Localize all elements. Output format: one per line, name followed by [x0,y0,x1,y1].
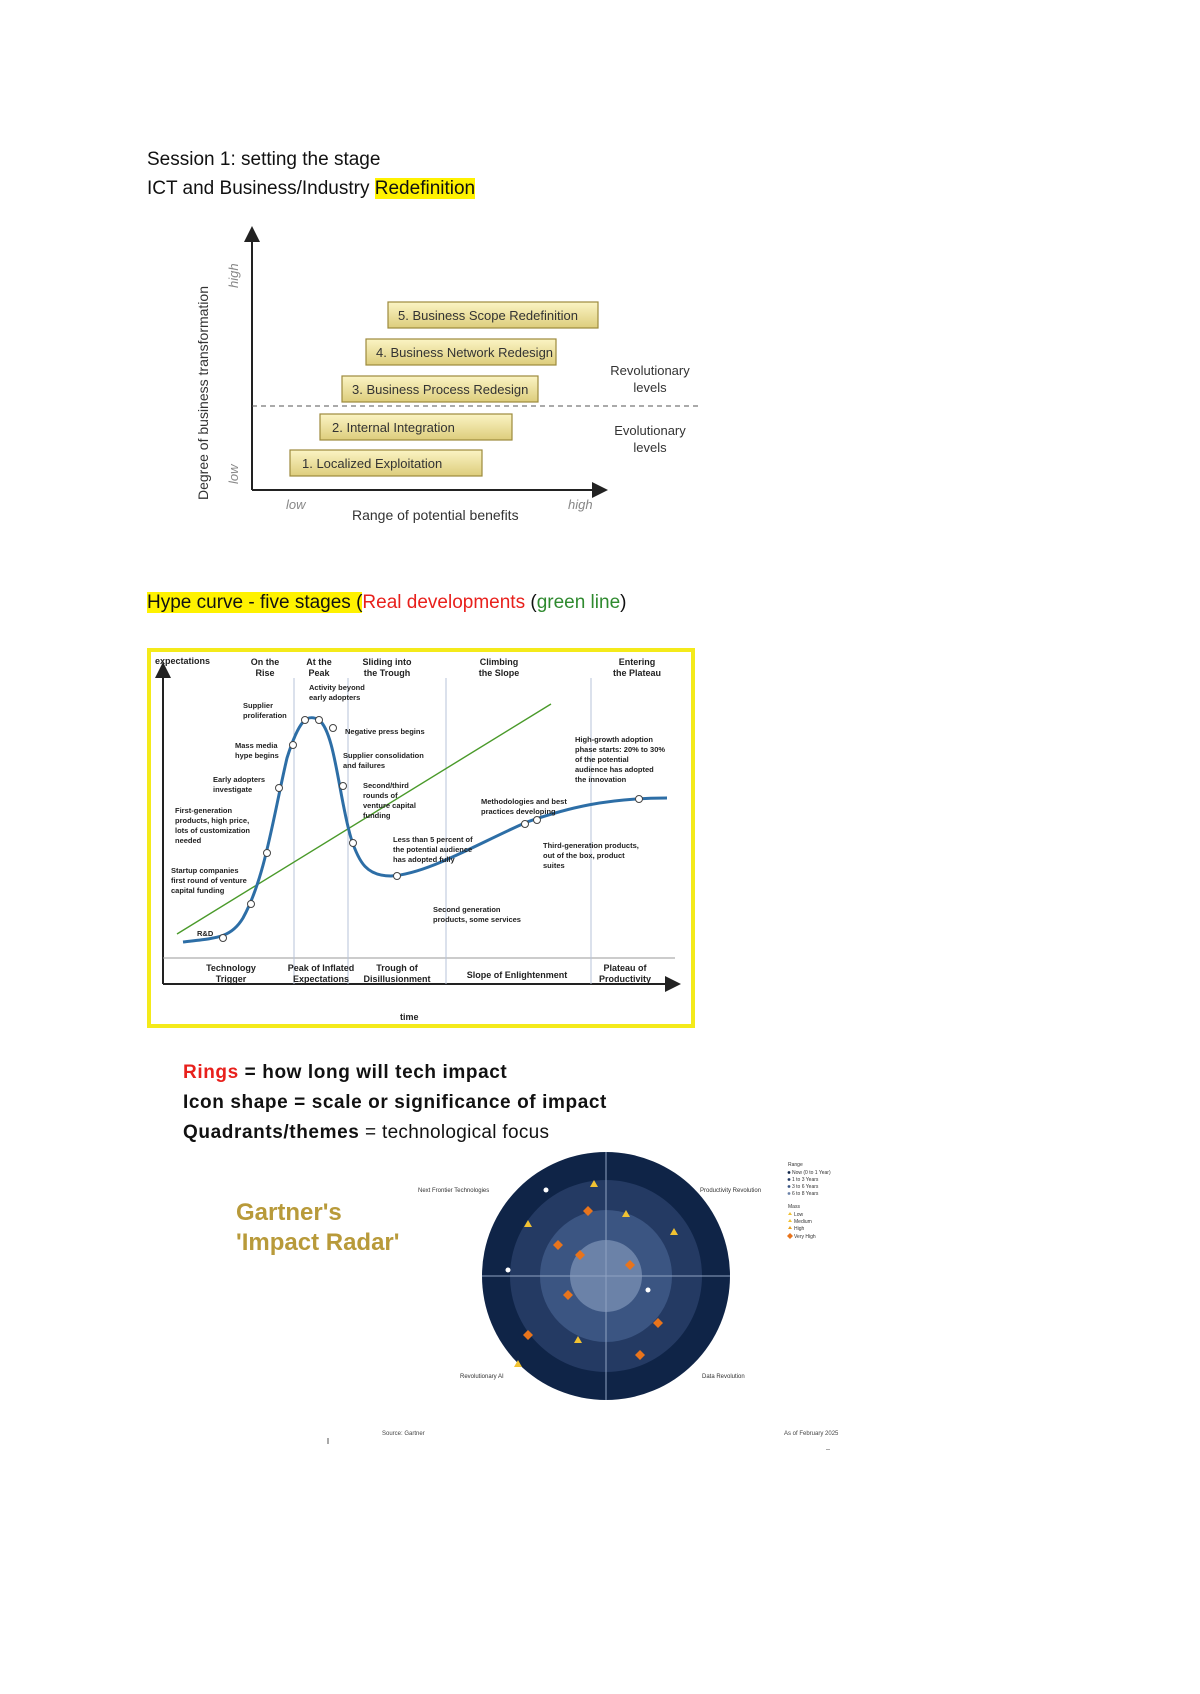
bottom-stage-1b: Trigger [215,974,247,984]
hype-heading-real: Real developments [362,592,526,613]
note-second-1: Second/third [363,781,409,790]
session-subtitle [147,177,475,201]
note-mass-2: hype begins [235,751,279,760]
revolutionary-label-1: Revolutionary [610,363,690,378]
radar-title-1: Gartner's [236,1199,342,1226]
radar-legend [788,1162,831,1240]
radar-footer-date: As of February 2025 [784,1431,839,1437]
note-consol-1: Supplier consolidation [343,751,424,760]
note-firstgen-4: needed [175,836,202,845]
radar-note-icon-key: Icon shape [183,1092,289,1113]
x-high-label: high [568,497,593,512]
subtitle-prefix: ICT and Business/Industry [147,178,375,199]
top-stage-3a: Sliding into [362,657,412,667]
evolutionary-label-1: Evolutionary [614,423,686,438]
bottom-stage-5b: Productivity [598,974,652,984]
note-startup-3: capital funding [171,886,225,895]
radar-note-rings-rest: = how long will tech impact [238,1062,508,1083]
radar-note-quadrants-key: Quadrants/themes [183,1122,360,1143]
note-highgrowth-5: the innovation [575,775,627,784]
note-second-4: funding [363,811,391,820]
top-stage-4b: the Slope [478,668,520,678]
subtitle-highlight: Redefinition [374,178,476,199]
legend-ring-2: 1 to 3 Years [792,1177,819,1183]
radar-note-quadrants [183,1118,607,1148]
y-low-label: low [226,464,241,484]
legend-mass-title: Mass [788,1204,800,1210]
bottom-stage-3b: Disillusionment [363,974,431,984]
radar-quadrant-4: Data Revolution [702,1374,745,1380]
note-firstgen-1: First-generation [175,806,233,815]
note-consol-2: and failures [343,761,386,770]
note-early-1: Early adopters [213,775,266,784]
note-second-3: venture capital [363,801,416,810]
top-stage-4a: Climbing [479,657,519,667]
hype-heading-part1: Hype curve - five stages ( [147,592,363,613]
note-thirdgen-1: Third-generation products, [543,841,639,850]
note-less-3: has adopted fully [393,855,455,864]
legend-ring-4: 6 to 8 Years [792,1191,819,1197]
top-stage-1b: Rise [255,668,275,678]
note-highgrowth-2: phase starts: 20% to 30% [575,745,666,754]
top-stage-2b: Peak [308,668,330,678]
note-thirdgen-3: suites [543,861,565,870]
hype-cycle-chart [147,648,695,1028]
level-label-1: 1. Localized Exploitation [302,456,443,471]
hype-y-label: expectations [155,656,211,666]
note-secondgen-1: Second generation [433,905,501,914]
bottom-stage-3a: Trough of [376,963,418,973]
x-low-label: low [286,497,306,512]
hype-heading [147,591,626,615]
session-title: Session 1: setting the stage [147,149,381,170]
note-firstgen-2: products, high price, [175,816,250,825]
level-box-4 [366,339,556,365]
legend-mass-3: High [794,1226,805,1232]
radar-note-quadrants-rest: = technological focus [359,1122,550,1143]
note-supplier-1: Supplier [243,701,274,710]
legend-rings-title: Range [788,1162,803,1168]
radar-quadrant-2: Productivity Revolution [700,1188,762,1194]
bottom-stage-1a: Technology [206,963,256,973]
legend-ring-3: 3 to 6 Years [792,1184,819,1190]
y-axis-label: Degree of business transformation [195,286,211,500]
evolutionary-label-2: levels [633,440,667,455]
level-box-5 [388,302,598,328]
legend-mass-1: Low [794,1212,804,1218]
level-label-3: 3. Business Process Redesign [352,382,529,397]
hype-heading-part5: ) [620,592,627,613]
level-label-4: 4. Business Network Redesign [376,345,554,360]
level-box-1 [290,450,482,476]
impact-radar-image [228,1150,868,1450]
radar-note-icon-rest: = scale or significance of impact [288,1092,607,1113]
note-startup-1: Startup companies [171,866,239,875]
note-mass-1: Mass media [235,741,278,750]
note-secondgen-2: products, some services [433,915,521,924]
redefinition-diagram [190,222,710,532]
radar-quadrant-3: Revolutionary AI [460,1374,504,1380]
note-method-1: Methodologies and best [481,797,567,806]
level-label-2: 2. Internal Integration [332,420,455,435]
note-less-1: Less than 5 percent of [393,835,473,844]
legend-ring-1: Now (0 to 1 Year) [792,1170,831,1176]
revolutionary-label-2: levels [633,380,667,395]
level-box-3 [342,376,538,402]
note-activity-1: Activity beyond [309,683,365,692]
top-stage-5b: the Plateau [612,668,662,678]
bottom-stage-2a: Peak of Inflated [287,963,355,973]
bottom-stage-4: Slope of Enlightenment [466,970,568,980]
note-activity-2: early adopters [309,693,361,702]
y-high-label: high [226,263,241,288]
top-stage-5a: Entering [618,657,656,667]
radar-note-rings-key: Rings [183,1062,239,1083]
note-highgrowth-3: of the potential [575,755,629,764]
note-firstgen-3: lots of customization [175,826,250,835]
hype-heading-green: green line [536,592,621,613]
radar-notes [183,1058,607,1148]
note-highgrowth-4: audience has adopted [575,765,654,774]
radar-quadrant-1: Next Frontier Technologies [418,1188,490,1194]
top-stage-2a: At the [306,657,332,667]
radar-note-rings [183,1058,607,1088]
note-less-2: the potential audience [393,845,473,854]
radar-title-2: 'Impact Radar' [236,1229,400,1256]
x-axis-label: Range of potential benefits [352,507,519,523]
top-stage-3b: the Trough [363,668,411,678]
note-rnd: R&D [197,929,214,938]
top-stage-1a: On the [250,657,280,667]
legend-mass-4: Very High [794,1234,816,1240]
note-early-2: investigate [213,785,253,794]
hype-heading-part3: ( [525,592,537,613]
hype-x-label: time [400,1012,419,1022]
note-highgrowth-1: High-growth adoption [575,735,653,744]
bottom-stage-2b: Expectations [292,974,350,984]
radar-note-icon [183,1088,607,1118]
note-method-2: practices developing [481,807,556,816]
note-negative: Negative press begins [345,727,425,736]
note-thirdgen-2: out of the box, product [543,851,625,860]
level-label-5: 5. Business Scope Redefinition [398,308,578,323]
radar-footer-source: Source: Gartner [382,1431,425,1437]
bottom-stage-5a: Plateau of [603,963,647,973]
note-second-2: rounds of [363,791,398,800]
legend-mass-2: Medium [794,1219,812,1225]
note-startup-2: first round of venture [171,876,247,885]
note-supplier-2: proliferation [243,711,287,720]
level-box-2 [320,414,512,440]
